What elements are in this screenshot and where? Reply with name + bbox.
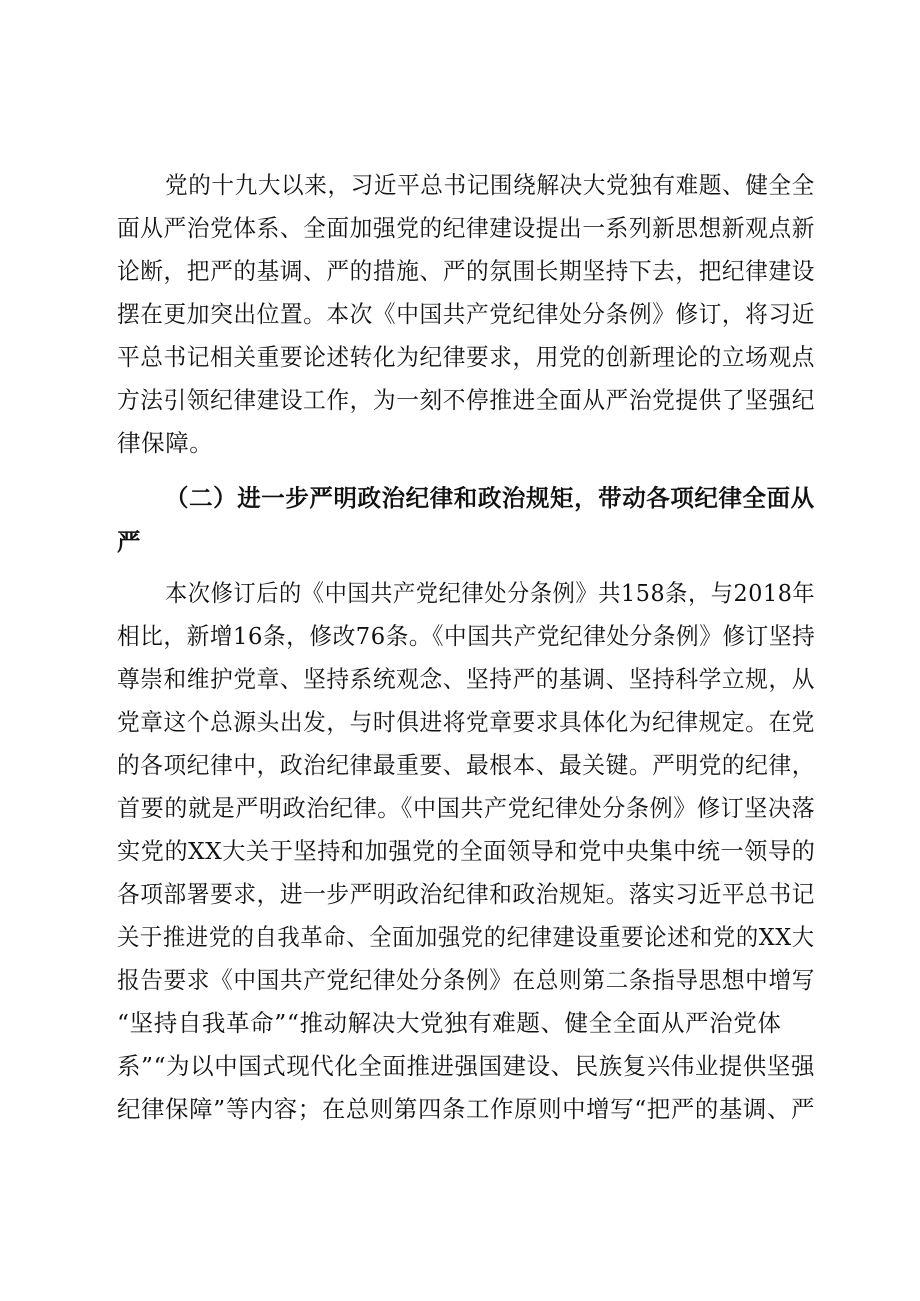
paragraph-line: 方法引领纪律建设工作，为一刻不停推进全面从严治党提供了坚强纪 (117, 386, 815, 414)
paragraph-line: 本次修订后的《中国共产党纪律处分条例》共158条，与2018年 (165, 579, 816, 607)
paragraph-line: 纪律保障”等内容；在总则第四条工作原则中增写“把严的基调、严 (117, 1095, 816, 1123)
paragraph-line: 的各项纪律中，政治纪律最重要、最根本、最关键。严明党的纪律， (117, 751, 815, 779)
paragraph-line: 党的十九大以来，习近平总书记围绕解决大党独有难题、健全全 (165, 171, 815, 199)
paragraph-line: 实党的XX大关于坚持和加强党的全面领导和党中央集中统一领导的 (117, 837, 816, 865)
paragraph-line: 平总书记相关重要论述转化为纪律要求，用党的创新理论的立场观点 (117, 343, 815, 371)
paragraph-line: 各项部署要求，进一步严明政治纪律和政治规矩。落实习近平总书记 (117, 880, 815, 908)
paragraph-line: 党章这个总源头出发，与时俱进将党章要求具体化为纪律规定。在党 (117, 708, 815, 736)
heading-line: （二）进一步严明政治纪律和政治规矩，带动各项纪律全面从 (165, 484, 815, 512)
paragraph-line: 律保障。 (117, 429, 214, 457)
paragraph-line: 系”“为以中国式现代化全面推进强国建设、民族复兴伟业提供坚强 (117, 1052, 816, 1080)
heading-line: 严 (117, 528, 142, 556)
paragraph-line: 论断，把严的基调、严的措施、严的氛围长期坚持下去，把纪律建设 (117, 257, 815, 285)
paragraph-line: 尊崇和维护党章、坚持系统观念、坚持严的基调、坚持科学立规，从 (117, 665, 815, 693)
paragraph-line: 摆在更加突出位置。本次《中国共产党纪律处分条例》修订，将习近 (117, 300, 815, 328)
paragraph-line: 报告要求《中国共产党纪律处分条例》在总则第二条指导思想中增写 (117, 966, 815, 994)
paragraph-line: 相比，新增16条，修改76条。《中国共产党纪律处分条例》修订坚持 (117, 622, 816, 650)
paragraph-line: 首要的就是严明政治纪律。《中国共产党纪律处分条例》修订坚决落 (117, 794, 816, 822)
paragraph-line: 面从严治党体系、全面加强党的纪律建设提出一系列新思想新观点新 (117, 214, 815, 242)
paragraph-line: 关于推进党的自我革命、全面加强党的纪律建设重要论述和党的XX大 (117, 923, 815, 951)
paragraph-line: “坚持自我革命”“推动解决大党独有难题、健全全面从严治党体 (117, 1009, 782, 1037)
